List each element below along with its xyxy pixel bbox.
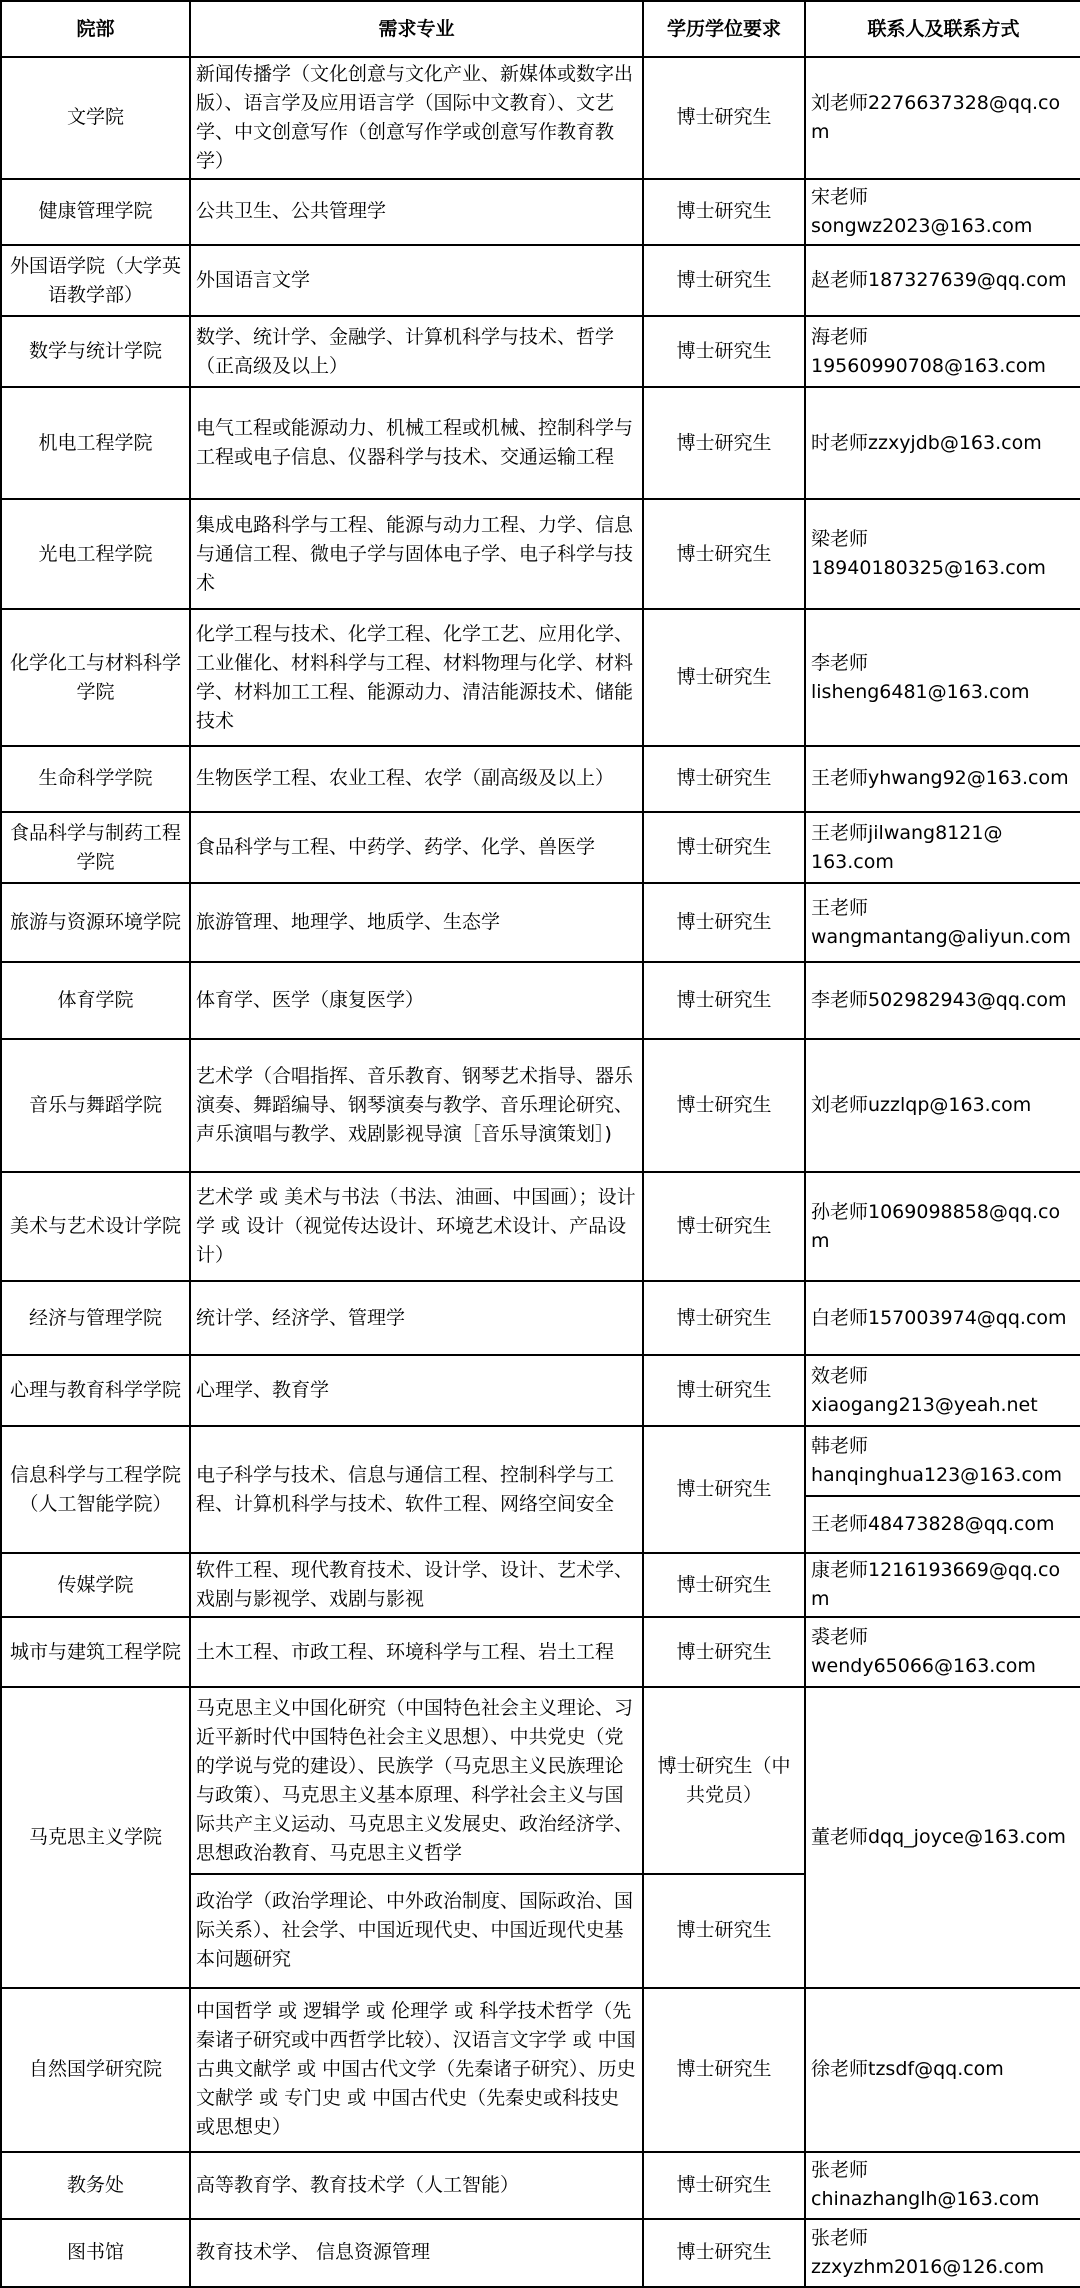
- contact-cell: 董老师dqq_joyce@163.com: [805, 1687, 1080, 1987]
- contact-cell: 李老师502982943@qq.com: [805, 962, 1080, 1039]
- department-cell: 音乐与舞蹈学院: [1, 1039, 190, 1173]
- degree-cell: 博士研究生: [643, 1553, 805, 1617]
- table-row: [1, 245, 1080, 316]
- contact-cell-secondary: 王老师48473828@qq.com: [805, 1496, 1080, 1553]
- department-cell: 光电工程学院: [1, 499, 190, 609]
- contact-cell: 白老师157003974@qq.com: [805, 1281, 1080, 1355]
- major-cell: 旅游管理、地理学、地质学、生态学: [190, 883, 643, 961]
- degree-cell: 博士研究生: [643, 179, 805, 245]
- degree-cell: 博士研究生: [643, 2219, 805, 2287]
- major-cell: 新闻传播学（文化创意与文化产业、新媒体或数字出版）、语言学及应用语言学（国际中文教育）、文艺学、中文创意写作（创意写作学或创意写作教育教学）: [190, 57, 643, 178]
- table-row: [1, 2152, 1080, 2218]
- degree-cell: 博士研究生: [643, 1172, 805, 1280]
- table-row: [1, 1426, 1080, 1495]
- contact-cell: 韩老师 hanqinghua123@163.com: [805, 1426, 1080, 1495]
- major-cell: 电气工程或能源动力、机械工程或机械、控制科学与工程或电子信息、仪器科学与技术、交通运输工程: [190, 387, 643, 498]
- department-cell: 体育学院: [1, 962, 190, 1039]
- major-cell: 统计学、经济学、管理学: [190, 1281, 643, 1355]
- header-row: [1, 1, 1080, 57]
- degree-cell: 博士研究生: [643, 609, 805, 746]
- contact-cell: 梁老师 18940180325@163.com: [805, 499, 1080, 609]
- degree-cell: 博士研究生: [643, 1281, 805, 1355]
- major-cell: 食品科学与工程、中药学、药学、化学、兽医学: [190, 812, 643, 883]
- table-row: [1, 57, 1080, 178]
- contact-cell: 裘老师 wendy65066@163.com: [805, 1617, 1080, 1687]
- major-cell: 集成电路科学与工程、能源与动力工程、力学、信息与通信工程、微电子学与固体电子学、电子科学与技术: [190, 499, 643, 609]
- header-major: 需求专业: [190, 1, 643, 57]
- degree-cell: 博士研究生: [643, 387, 805, 498]
- degree-cell: 博士研究生: [643, 1355, 805, 1426]
- contact-cell: 李老师 lisheng6481@163.com: [805, 609, 1080, 746]
- major-cell: 中国哲学 或 逻辑学 或 伦理学 或 科学技术哲学（先秦诸子研究或中西哲学比较）、汉语言文字学 或 中国古典文献学 或 中国古代文学（先秦诸子研究）、历史文献学 或 专门史 或 中国古代史（先秦史或科技史或思想史）: [190, 1988, 643, 2153]
- contact-cell: 王老师yhwang92@163.com: [805, 746, 1080, 812]
- table-row: [1, 1039, 1080, 1173]
- department-cell: 文学院: [1, 57, 190, 178]
- table-row: [1, 1553, 1080, 1617]
- major-cell: 艺术学 或 美术与书法（书法、油画、中国画）；设计学 或 设计（视觉传达设计、环境艺术设计、产品设计）: [190, 1172, 643, 1280]
- department-cell: 美术与艺术设计学院: [1, 1172, 190, 1280]
- major-cell: 软件工程、现代教育技术、设计学、设计、艺术学、戏剧与影视学、戏剧与影视: [190, 1553, 643, 1617]
- department-cell: 传媒学院: [1, 1553, 190, 1617]
- table-row: [1, 812, 1080, 883]
- table-row: [1, 179, 1080, 245]
- contact-cell: 刘老师uzzlqp@163.com: [805, 1039, 1080, 1173]
- department-cell: 化学化工与材料科学学院: [1, 609, 190, 746]
- major-cell-secondary: 政治学（政治学理论、中外政治制度、国际政治、国际关系）、社会学、中国近现代史、中国近现代史基本问题研究: [190, 1874, 643, 1987]
- department-cell: 健康管理学院: [1, 179, 190, 245]
- header-degree: 学历学位要求: [643, 1, 805, 57]
- major-cell: 外国语言文学: [190, 245, 643, 316]
- table-row: [1, 499, 1080, 609]
- table-row: [1, 1172, 1080, 1280]
- department-cell: 信息科学与工程学院（人工智能学院）: [1, 1426, 190, 1552]
- contact-cell: 效老师 xiaogang213@yeah.net: [805, 1355, 1080, 1426]
- degree-cell: 博士研究生: [643, 57, 805, 178]
- contact-cell: 张老师 zzxyzhm2016@126.com: [805, 2219, 1080, 2287]
- table-row: [1, 1687, 1080, 1874]
- degree-cell: 博士研究生: [643, 245, 805, 316]
- department-cell: 马克思主义学院: [1, 1687, 190, 1987]
- major-cell: 公共卫生、公共管理学: [190, 179, 643, 245]
- major-cell: 生物医学工程、农业工程、农学（副高级及以上）: [190, 746, 643, 812]
- degree-cell: 博士研究生: [643, 962, 805, 1039]
- degree-cell: 博士研究生: [643, 316, 805, 387]
- table-row: [1, 1988, 1080, 2153]
- contact-cell: 宋老师 songwz2023@163.com: [805, 179, 1080, 245]
- department-cell: 教务处: [1, 2152, 190, 2218]
- contact-cell: 孙老师1069098858@qq.com: [805, 1172, 1080, 1280]
- table-row: [1, 883, 1080, 961]
- degree-cell: 博士研究生: [643, 746, 805, 812]
- major-cell: 体育学、医学（康复医学）: [190, 962, 643, 1039]
- degree-cell: 博士研究生: [643, 883, 805, 961]
- contact-cell: 海老师 19560990708@163.com: [805, 316, 1080, 387]
- department-cell: 生命科学学院: [1, 746, 190, 812]
- major-cell: 电子科学与技术、信息与通信工程、控制科学与工程、计算机科学与技术、软件工程、网络空间安全: [190, 1426, 643, 1552]
- major-cell: 化学工程与技术、化学工程、化学工艺、应用化学、工业催化、材料科学与工程、材料物理与化学、材料学、材料加工工程、能源动力、清洁能源技术、储能技术: [190, 609, 643, 746]
- contact-cell: 赵老师187327639@qq.com: [805, 245, 1080, 316]
- degree-cell: 博士研究生: [643, 499, 805, 609]
- degree-cell: 博士研究生: [643, 812, 805, 883]
- department-cell: 旅游与资源环境学院: [1, 883, 190, 961]
- major-cell: 心理学、教育学: [190, 1355, 643, 1426]
- contact-cell: 康老师1216193669@qq.com: [805, 1553, 1080, 1617]
- major-cell: 高等教育学、教育技术学（人工智能）: [190, 2152, 643, 2218]
- contact-cell: 王老师jilwang8121@ 163.com: [805, 812, 1080, 883]
- degree-cell: 博士研究生: [643, 1988, 805, 2153]
- department-cell: 外国语学院（大学英语教学部）: [1, 245, 190, 316]
- contact-cell: 张老师 chinazhanglh@163.com: [805, 2152, 1080, 2218]
- table-row: [1, 962, 1080, 1039]
- department-cell: 图书馆: [1, 2219, 190, 2287]
- contact-cell: 徐老师tzsdf@qq.com: [805, 1988, 1080, 2153]
- department-cell: 心理与教育科学学院: [1, 1355, 190, 1426]
- degree-cell: 博士研究生: [643, 1039, 805, 1173]
- department-cell: 数学与统计学院: [1, 316, 190, 387]
- department-cell: 经济与管理学院: [1, 1281, 190, 1355]
- degree-cell: 博士研究生: [643, 1426, 805, 1552]
- department-cell: 机电工程学院: [1, 387, 190, 498]
- department-cell: 自然国学研究院: [1, 1988, 190, 2153]
- major-cell: 数学、统计学、金融学、计算机科学与技术、哲学（正高级及以上）: [190, 316, 643, 387]
- table-row: [1, 1355, 1080, 1426]
- table-row: [1, 1617, 1080, 1687]
- contact-cell: 王老师 wangmantang@aliyun.com: [805, 883, 1080, 961]
- table-row: [1, 2219, 1080, 2287]
- table-row: [1, 387, 1080, 498]
- degree-cell-secondary: 博士研究生: [643, 1874, 805, 1987]
- department-cell: 城市与建筑工程学院: [1, 1617, 190, 1687]
- degree-cell: 博士研究生: [643, 1617, 805, 1687]
- major-cell: 教育技术学、 信息资源管理: [190, 2219, 643, 2287]
- major-cell: 土木工程、市政工程、环境科学与工程、岩土工程: [190, 1617, 643, 1687]
- department-cell: 食品科学与制药工程学院: [1, 812, 190, 883]
- contact-cell: 刘老师2276637328@qq.com: [805, 57, 1080, 178]
- header-contact: 联系人及联系方式: [805, 1, 1080, 57]
- table-row: [1, 609, 1080, 746]
- table-row: [1, 1281, 1080, 1355]
- contact-cell: 时老师zzxyjdb@163.com: [805, 387, 1080, 498]
- table-row: [1, 316, 1080, 387]
- table-row: [1, 746, 1080, 812]
- degree-cell: 博士研究生（中共党员）: [643, 1687, 805, 1874]
- major-cell: 马克思主义中国化研究（中国特色社会主义理论、习近平新时代中国特色社会主义思想）、中共党史（党的学说与党的建设）、民族学（马克思主义民族理论与政策）、马克思主义基本原理、科学社会主义与国际共产主义运动、马克思主义发展史、政治经济学、思想政治教育、马克思主义哲学: [190, 1687, 643, 1874]
- header-department: 院部: [1, 1, 190, 57]
- major-cell: 艺术学（合唱指挥、音乐教育、钢琴艺术指导、器乐演奏、舞蹈编导、钢琴演奏与教学、音乐理论研究、声乐演唱与教学、戏剧影视导演［音乐导演策划］): [190, 1039, 643, 1173]
- degree-cell: 博士研究生: [643, 2152, 805, 2218]
